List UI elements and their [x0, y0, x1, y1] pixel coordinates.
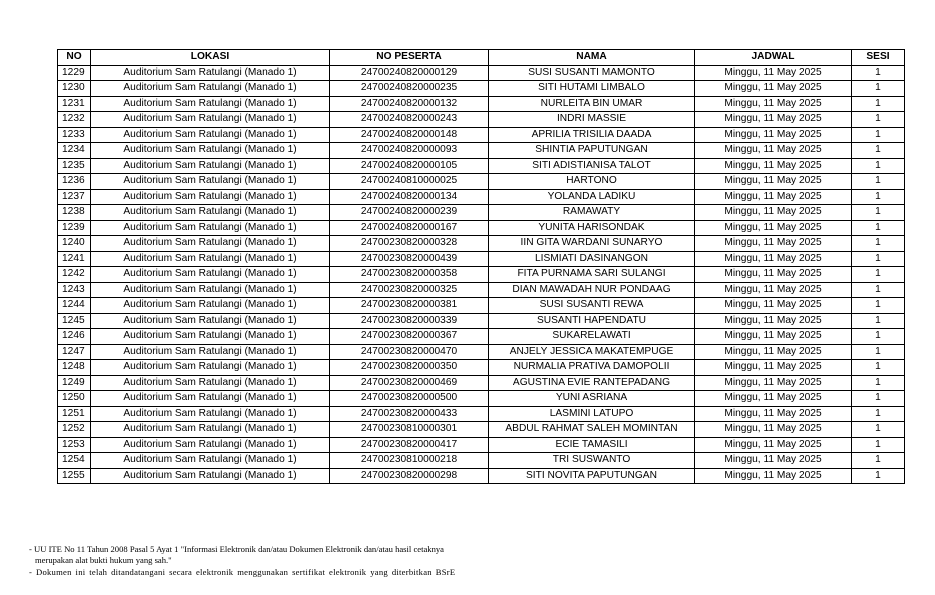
cell-no: 1236 [58, 174, 91, 190]
table-row [58, 468, 905, 484]
header-row [58, 50, 905, 66]
cell-nama: YUNI ASRIANA [489, 391, 695, 407]
header-sesi: SESI [852, 50, 905, 66]
cell-sesi: 1 [852, 313, 905, 329]
cell-no: 1237 [58, 189, 91, 205]
cell-no: 1247 [58, 344, 91, 360]
cell-no-peserta: 24700240820000239 [330, 205, 489, 221]
cell-sesi: 1 [852, 360, 905, 376]
cell-sesi: 1 [852, 96, 905, 112]
cell-nama: IIN GITA WARDANI SUNARYO [489, 236, 695, 252]
cell-no-peserta: 24700230810000301 [330, 422, 489, 438]
cell-sesi: 1 [852, 282, 905, 298]
cell-lokasi: Auditorium Sam Ratulangi (Manado 1) [91, 375, 330, 391]
cell-sesi: 1 [852, 468, 905, 484]
cell-no-peserta: 24700230820000367 [330, 329, 489, 345]
cell-sesi: 1 [852, 205, 905, 221]
cell-sesi: 1 [852, 174, 905, 190]
cell-nama: SITI HUTAMI LIMBALO [489, 81, 695, 97]
cell-lokasi: Auditorium Sam Ratulangi (Manado 1) [91, 205, 330, 221]
cell-sesi: 1 [852, 81, 905, 97]
table-row [58, 205, 905, 221]
cell-jadwal: Minggu, 11 May 2025 [695, 96, 852, 112]
cell-no-peserta: 24700230820000325 [330, 282, 489, 298]
cell-no-peserta: 24700240820000132 [330, 96, 489, 112]
table-row [58, 127, 905, 143]
footer-line-1: - UU ITE No 11 Tahun 2008 Pasal 5 Ayat 1 "Informasi Elektronik dan/atau Dokumen Elektronik dan/atau hasil cetaknya [29, 544, 444, 554]
table-row [58, 267, 905, 283]
footer-line-3: - Dokumen ini telah ditandatangani secara elektronik menggunakan sertifikat elektronik yang diterbitkan BSrE [29, 566, 456, 577]
cell-no: 1243 [58, 282, 91, 298]
cell-nama: NURLEITA BIN UMAR [489, 96, 695, 112]
cell-lokasi: Auditorium Sam Ratulangi (Manado 1) [91, 65, 330, 81]
cell-sesi: 1 [852, 127, 905, 143]
cell-no: 1249 [58, 375, 91, 391]
header-no-peserta: NO PESERTA [330, 50, 489, 66]
cell-sesi: 1 [852, 267, 905, 283]
cell-lokasi: Auditorium Sam Ratulangi (Manado 1) [91, 267, 330, 283]
cell-sesi: 1 [852, 236, 905, 252]
cell-jadwal: Minggu, 11 May 2025 [695, 158, 852, 174]
cell-no: 1239 [58, 220, 91, 236]
table-row [58, 313, 905, 329]
cell-sesi: 1 [852, 65, 905, 81]
header-nama: NAMA [489, 50, 695, 66]
cell-jadwal: Minggu, 11 May 2025 [695, 298, 852, 314]
cell-lokasi: Auditorium Sam Ratulangi (Manado 1) [91, 143, 330, 159]
legal-footer [29, 544, 455, 578]
cell-no-peserta: 24700230820000469 [330, 375, 489, 391]
table-row [58, 437, 905, 453]
cell-jadwal: Minggu, 11 May 2025 [695, 422, 852, 438]
cell-no-peserta: 24700230820000417 [330, 437, 489, 453]
cell-no: 1248 [58, 360, 91, 376]
cell-no-peserta: 24700240820000093 [330, 143, 489, 159]
cell-no-peserta: 24700240820000134 [330, 189, 489, 205]
cell-jadwal: Minggu, 11 May 2025 [695, 453, 852, 469]
cell-nama: YUNITA HARISONDAK [489, 220, 695, 236]
cell-lokasi: Auditorium Sam Ratulangi (Manado 1) [91, 251, 330, 267]
cell-nama: INDRI MASSIE [489, 112, 695, 128]
cell-no: 1240 [58, 236, 91, 252]
cell-jadwal: Minggu, 11 May 2025 [695, 65, 852, 81]
cell-nama: FITA PURNAMA SARI SULANGI [489, 267, 695, 283]
cell-no-peserta: 24700230820000500 [330, 391, 489, 407]
cell-lokasi: Auditorium Sam Ratulangi (Manado 1) [91, 437, 330, 453]
cell-sesi: 1 [852, 298, 905, 314]
cell-no: 1255 [58, 468, 91, 484]
cell-lokasi: Auditorium Sam Ratulangi (Manado 1) [91, 360, 330, 376]
cell-no: 1234 [58, 143, 91, 159]
footer-line-2: merupakan alat bukti hukum yang sah." [35, 555, 172, 566]
cell-lokasi: Auditorium Sam Ratulangi (Manado 1) [91, 189, 330, 205]
cell-nama: SHINTIA PAPUTUNGAN [489, 143, 695, 159]
cell-jadwal: Minggu, 11 May 2025 [695, 267, 852, 283]
cell-nama: LASMINI LATUPO [489, 406, 695, 422]
cell-jadwal: Minggu, 11 May 2025 [695, 174, 852, 190]
cell-lokasi: Auditorium Sam Ratulangi (Manado 1) [91, 112, 330, 128]
cell-sesi: 1 [852, 391, 905, 407]
table-row [58, 236, 905, 252]
cell-nama: ANJELY JESSICA MAKATEMPUGE [489, 344, 695, 360]
cell-nama: HARTONO [489, 174, 695, 190]
cell-lokasi: Auditorium Sam Ratulangi (Manado 1) [91, 298, 330, 314]
cell-lokasi: Auditorium Sam Ratulangi (Manado 1) [91, 96, 330, 112]
cell-no-peserta: 24700230820000298 [330, 468, 489, 484]
cell-jadwal: Minggu, 11 May 2025 [695, 344, 852, 360]
cell-nama: ECIE TAMASILI [489, 437, 695, 453]
cell-lokasi: Auditorium Sam Ratulangi (Manado 1) [91, 329, 330, 345]
cell-sesi: 1 [852, 437, 905, 453]
cell-sesi: 1 [852, 112, 905, 128]
cell-lokasi: Auditorium Sam Ratulangi (Manado 1) [91, 220, 330, 236]
cell-sesi: 1 [852, 158, 905, 174]
table-row [58, 220, 905, 236]
table-row [58, 375, 905, 391]
cell-no-peserta: 24700240810000025 [330, 174, 489, 190]
cell-sesi: 1 [852, 344, 905, 360]
cell-jadwal: Minggu, 11 May 2025 [695, 112, 852, 128]
cell-no-peserta: 24700230820000381 [330, 298, 489, 314]
table-row [58, 282, 905, 298]
header-jadwal: JADWAL [695, 50, 852, 66]
cell-lokasi: Auditorium Sam Ratulangi (Manado 1) [91, 406, 330, 422]
participant-table [57, 49, 905, 484]
cell-jadwal: Minggu, 11 May 2025 [695, 236, 852, 252]
cell-jadwal: Minggu, 11 May 2025 [695, 81, 852, 97]
cell-no-peserta: 24700230820000328 [330, 236, 489, 252]
cell-no: 1250 [58, 391, 91, 407]
header-no: NO [58, 50, 91, 66]
cell-no: 1254 [58, 453, 91, 469]
table-row [58, 174, 905, 190]
cell-nama: APRILIA TRISILIA DAADA [489, 127, 695, 143]
cell-sesi: 1 [852, 189, 905, 205]
cell-no: 1230 [58, 81, 91, 97]
cell-jadwal: Minggu, 11 May 2025 [695, 375, 852, 391]
cell-jadwal: Minggu, 11 May 2025 [695, 391, 852, 407]
cell-lokasi: Auditorium Sam Ratulangi (Manado 1) [91, 313, 330, 329]
table-row [58, 158, 905, 174]
cell-sesi: 1 [852, 251, 905, 267]
cell-no: 1241 [58, 251, 91, 267]
cell-no-peserta: 24700240820000243 [330, 112, 489, 128]
cell-no-peserta: 24700240820000148 [330, 127, 489, 143]
cell-jadwal: Minggu, 11 May 2025 [695, 406, 852, 422]
table-row [58, 453, 905, 469]
cell-no: 1235 [58, 158, 91, 174]
cell-no-peserta: 24700230820000350 [330, 360, 489, 376]
table-row [58, 422, 905, 438]
cell-lokasi: Auditorium Sam Ratulangi (Manado 1) [91, 453, 330, 469]
cell-jadwal: Minggu, 11 May 2025 [695, 220, 852, 236]
cell-sesi: 1 [852, 329, 905, 345]
cell-sesi: 1 [852, 375, 905, 391]
table-row [58, 65, 905, 81]
cell-nama: SUSI SUSANTI MAMONTO [489, 65, 695, 81]
cell-no: 1251 [58, 406, 91, 422]
header-lokasi: LOKASI [91, 50, 330, 66]
cell-sesi: 1 [852, 143, 905, 159]
cell-no: 1245 [58, 313, 91, 329]
table-body [58, 65, 905, 484]
cell-jadwal: Minggu, 11 May 2025 [695, 282, 852, 298]
cell-no: 1253 [58, 437, 91, 453]
cell-sesi: 1 [852, 453, 905, 469]
cell-jadwal: Minggu, 11 May 2025 [695, 127, 852, 143]
cell-no-peserta: 24700230820000358 [330, 267, 489, 283]
cell-jadwal: Minggu, 11 May 2025 [695, 313, 852, 329]
cell-no: 1246 [58, 329, 91, 345]
table-row [58, 406, 905, 422]
cell-sesi: 1 [852, 422, 905, 438]
cell-no: 1238 [58, 205, 91, 221]
cell-jadwal: Minggu, 11 May 2025 [695, 189, 852, 205]
cell-jadwal: Minggu, 11 May 2025 [695, 329, 852, 345]
cell-lokasi: Auditorium Sam Ratulangi (Manado 1) [91, 468, 330, 484]
cell-lokasi: Auditorium Sam Ratulangi (Manado 1) [91, 236, 330, 252]
cell-lokasi: Auditorium Sam Ratulangi (Manado 1) [91, 127, 330, 143]
cell-no-peserta: 24700240820000235 [330, 81, 489, 97]
table-row [58, 189, 905, 205]
cell-nama: SUKARELAWATI [489, 329, 695, 345]
cell-nama: SUSANTI HAPENDATU [489, 313, 695, 329]
table-row [58, 96, 905, 112]
cell-no: 1233 [58, 127, 91, 143]
cell-nama: SITI NOVITA PAPUTUNGAN [489, 468, 695, 484]
cell-nama: LISMIATI DASINANGON [489, 251, 695, 267]
table-header [58, 50, 905, 66]
cell-nama: AGUSTINA EVIE RANTEPADANG [489, 375, 695, 391]
cell-no: 1242 [58, 267, 91, 283]
table-row [58, 112, 905, 128]
cell-nama: SUSI SUSANTI REWA [489, 298, 695, 314]
cell-no-peserta: 24700230820000439 [330, 251, 489, 267]
cell-nama: TRI SUSWANTO [489, 453, 695, 469]
cell-jadwal: Minggu, 11 May 2025 [695, 468, 852, 484]
cell-jadwal: Minggu, 11 May 2025 [695, 360, 852, 376]
cell-no-peserta: 24700240820000167 [330, 220, 489, 236]
table-row [58, 81, 905, 97]
table-row [58, 329, 905, 345]
cell-lokasi: Auditorium Sam Ratulangi (Manado 1) [91, 174, 330, 190]
cell-no: 1244 [58, 298, 91, 314]
cell-lokasi: Auditorium Sam Ratulangi (Manado 1) [91, 344, 330, 360]
cell-jadwal: Minggu, 11 May 2025 [695, 251, 852, 267]
cell-nama: ABDUL RAHMAT SALEH MOMINTAN [489, 422, 695, 438]
cell-lokasi: Auditorium Sam Ratulangi (Manado 1) [91, 391, 330, 407]
cell-no-peserta: 24700230820000339 [330, 313, 489, 329]
cell-no-peserta: 24700240820000129 [330, 65, 489, 81]
cell-nama: NURMALIA PRATIVA DAMOPOLII [489, 360, 695, 376]
table-row [58, 344, 905, 360]
cell-no-peserta: 24700230820000433 [330, 406, 489, 422]
cell-no-peserta: 24700230810000218 [330, 453, 489, 469]
cell-no: 1252 [58, 422, 91, 438]
cell-no-peserta: 24700230820000470 [330, 344, 489, 360]
cell-sesi: 1 [852, 220, 905, 236]
cell-no: 1231 [58, 96, 91, 112]
cell-jadwal: Minggu, 11 May 2025 [695, 143, 852, 159]
cell-nama: YOLANDA LADIKU [489, 189, 695, 205]
cell-no: 1229 [58, 65, 91, 81]
cell-lokasi: Auditorium Sam Ratulangi (Manado 1) [91, 81, 330, 97]
cell-jadwal: Minggu, 11 May 2025 [695, 437, 852, 453]
cell-jadwal: Minggu, 11 May 2025 [695, 205, 852, 221]
cell-no: 1232 [58, 112, 91, 128]
cell-lokasi: Auditorium Sam Ratulangi (Manado 1) [91, 282, 330, 298]
table-row [58, 360, 905, 376]
cell-no-peserta: 24700240820000105 [330, 158, 489, 174]
cell-nama: DIAN MAWADAH NUR PONDAAG [489, 282, 695, 298]
cell-nama: RAMAWATY [489, 205, 695, 221]
table-row [58, 251, 905, 267]
cell-sesi: 1 [852, 406, 905, 422]
cell-lokasi: Auditorium Sam Ratulangi (Manado 1) [91, 158, 330, 174]
cell-nama: SITI ADISTIANISA TALOT [489, 158, 695, 174]
table-row [58, 298, 905, 314]
table-row [58, 143, 905, 159]
table-row [58, 391, 905, 407]
cell-lokasi: Auditorium Sam Ratulangi (Manado 1) [91, 422, 330, 438]
